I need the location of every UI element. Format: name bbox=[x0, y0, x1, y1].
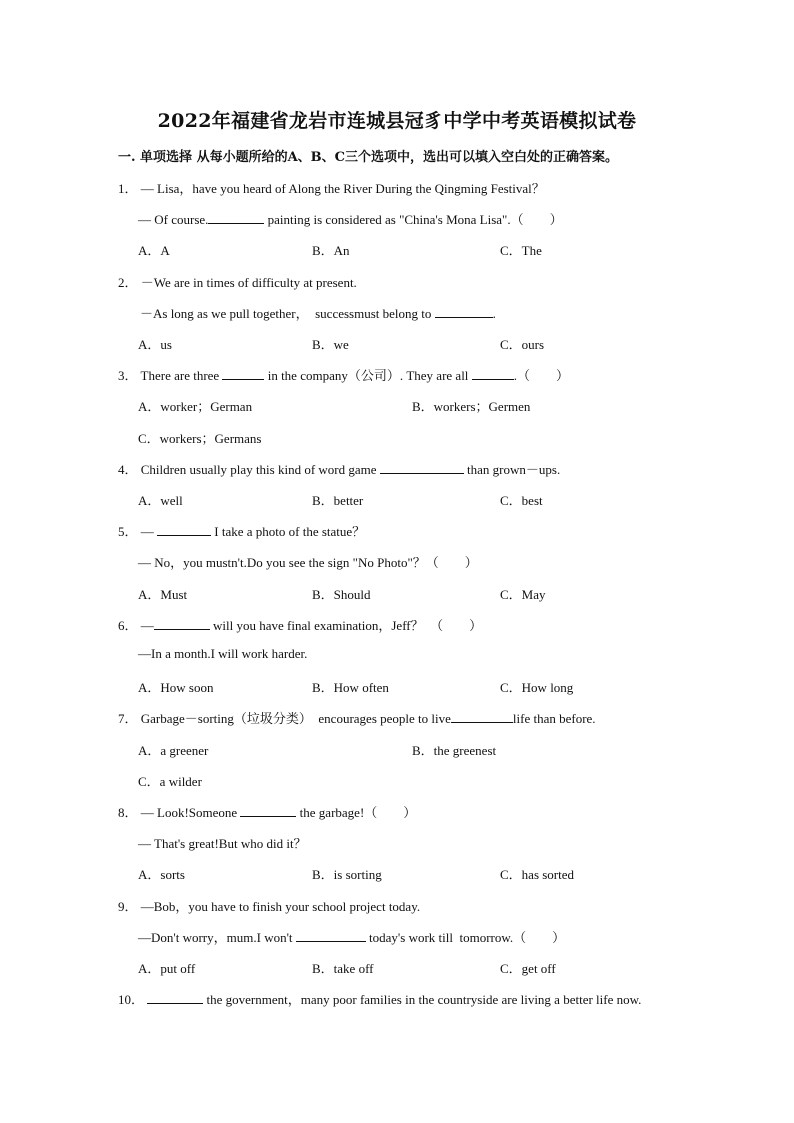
question-text: in the company（公司）. They are all bbox=[264, 368, 472, 384]
question-number: 4． bbox=[118, 461, 138, 477]
question-stem bbox=[118, 365, 569, 384]
question-line bbox=[138, 552, 478, 571]
question-text: — bbox=[140, 617, 154, 633]
question-text: Children usually play this kind of word game bbox=[140, 461, 380, 477]
question-number: 2． bbox=[118, 274, 138, 290]
question-text: Garbage－sorting（垃圾分类） encourages people to live bbox=[140, 711, 451, 727]
answer-option[interactable]: B．Should bbox=[312, 586, 371, 602]
question-text: — Lisa，have you heard of Along the River During the Qingming Festival？ bbox=[140, 181, 545, 196]
answer-blank[interactable] bbox=[208, 211, 264, 224]
question-line bbox=[138, 927, 565, 946]
question-stem bbox=[118, 896, 420, 915]
answer-option[interactable]: A．a greener bbox=[138, 742, 209, 758]
answer-blank[interactable] bbox=[451, 710, 513, 723]
question-number: 6． bbox=[118, 617, 138, 633]
answer-blank[interactable] bbox=[240, 804, 296, 817]
answer-option[interactable]: A．us bbox=[138, 337, 172, 352]
question-number: 8． bbox=[118, 805, 138, 820]
answer-option[interactable]: C．How long bbox=[500, 680, 574, 696]
question-text: painting is considered as "China's Mona Lisa".（ ） bbox=[264, 212, 563, 228]
question-text: — That's great!But who did it？ bbox=[138, 836, 307, 852]
answer-blank[interactable] bbox=[147, 991, 203, 1004]
question-number: 5． bbox=[118, 524, 138, 540]
answer-blank[interactable] bbox=[435, 305, 493, 318]
answer-option[interactable]: B．the greenest bbox=[412, 742, 497, 758]
question-text: today's work till tomorrow.（ ） bbox=[365, 929, 566, 945]
answer-option[interactable]: A．put off bbox=[138, 961, 196, 976]
page-title: 2022年福建省龙岩市连城县冠豸中学中考英语模拟试卷 bbox=[157, 110, 637, 132]
question-stem bbox=[118, 459, 560, 478]
question-line bbox=[138, 209, 563, 228]
answer-option[interactable]: A．well bbox=[138, 493, 183, 508]
question-text: —In a month.I will work harder. bbox=[138, 646, 308, 661]
answer-option[interactable]: B．workers；Germen bbox=[412, 399, 531, 415]
answer-option[interactable]: C．May bbox=[500, 586, 546, 602]
answer-option[interactable]: C．get off bbox=[500, 961, 556, 976]
answer-blank[interactable] bbox=[222, 367, 264, 380]
question-text: — Of course. bbox=[138, 212, 209, 228]
question-text: －We are in times of difficulty at present. bbox=[140, 274, 357, 290]
answer-option[interactable]: C．has sorted bbox=[500, 867, 575, 883]
question-stem bbox=[118, 989, 641, 1008]
answer-option[interactable]: C．best bbox=[500, 493, 543, 508]
question-number: 1． bbox=[118, 181, 138, 196]
question-number: 3． bbox=[118, 368, 138, 384]
question-text: — No，you mustn't.Do you see the sign "No Photo"？（ ） bbox=[138, 555, 478, 571]
answer-option[interactable]: A．sorts bbox=[138, 867, 185, 883]
answer-option[interactable]: B．An bbox=[312, 243, 350, 259]
question-number: 9． bbox=[118, 898, 138, 914]
answer-option[interactable]: C．a wilder bbox=[138, 773, 202, 789]
answer-blank[interactable] bbox=[157, 523, 211, 536]
question-line bbox=[140, 303, 496, 322]
answer-option[interactable]: B．take off bbox=[312, 961, 374, 976]
question-stem bbox=[118, 615, 482, 634]
question-text: . bbox=[492, 305, 496, 321]
question-text: —Don't worry，mum.I won't bbox=[138, 929, 296, 945]
answer-option[interactable]: B．we bbox=[312, 337, 349, 352]
answer-option[interactable]: A．Must bbox=[138, 586, 188, 602]
question-text: — bbox=[140, 524, 158, 540]
answer-blank[interactable] bbox=[154, 617, 210, 630]
answer-blank[interactable] bbox=[296, 929, 366, 942]
question-stem bbox=[118, 708, 596, 727]
question-text: than grown－ups. bbox=[463, 461, 561, 477]
question-number: 7． bbox=[118, 711, 138, 727]
answer-option[interactable]: A．worker；German bbox=[138, 399, 253, 415]
question-stem bbox=[118, 802, 416, 821]
answer-option[interactable]: A．A bbox=[138, 243, 170, 259]
question-stem bbox=[118, 272, 357, 291]
answer-blank[interactable] bbox=[380, 461, 464, 474]
question-text: .（ ） bbox=[513, 368, 569, 384]
question-text: I take a photo of the statue？ bbox=[211, 524, 366, 540]
answer-blank[interactable] bbox=[472, 367, 514, 380]
answer-option[interactable]: A．How soon bbox=[138, 680, 214, 696]
answer-option[interactable]: C．ours bbox=[500, 337, 545, 352]
question-line bbox=[138, 646, 307, 662]
section-heading: 一. 单项选择 从每小题所给的A、B、C三个选项中，选出可以填入空白处的正确答案。 bbox=[118, 150, 618, 165]
question-text: will you have final examination，Jeff？ （ ） bbox=[209, 617, 483, 633]
question-stem bbox=[118, 521, 365, 540]
question-text: There are three bbox=[140, 368, 223, 384]
question-text: the garbage!（ ） bbox=[296, 805, 417, 820]
question-text: — Look!Someone bbox=[140, 805, 241, 820]
question-text: —Bob，you have to finish your school project today. bbox=[140, 898, 421, 914]
answer-option[interactable]: B．better bbox=[312, 493, 364, 508]
question-number: 10． bbox=[118, 992, 145, 1008]
answer-option[interactable]: B．How often bbox=[312, 680, 389, 696]
answer-option[interactable]: C．The bbox=[500, 243, 542, 259]
answer-option[interactable]: C．workers；Germans bbox=[138, 430, 262, 446]
question-line bbox=[138, 833, 307, 852]
question-text: －As long as we pull together， successmust belong to bbox=[140, 305, 435, 321]
question-stem bbox=[118, 178, 545, 197]
question-text: life than before. bbox=[512, 711, 596, 727]
question-text: the government，many poor families in the countryside are living a better life now. bbox=[203, 992, 642, 1008]
answer-option[interactable]: B．is sorting bbox=[312, 867, 382, 883]
